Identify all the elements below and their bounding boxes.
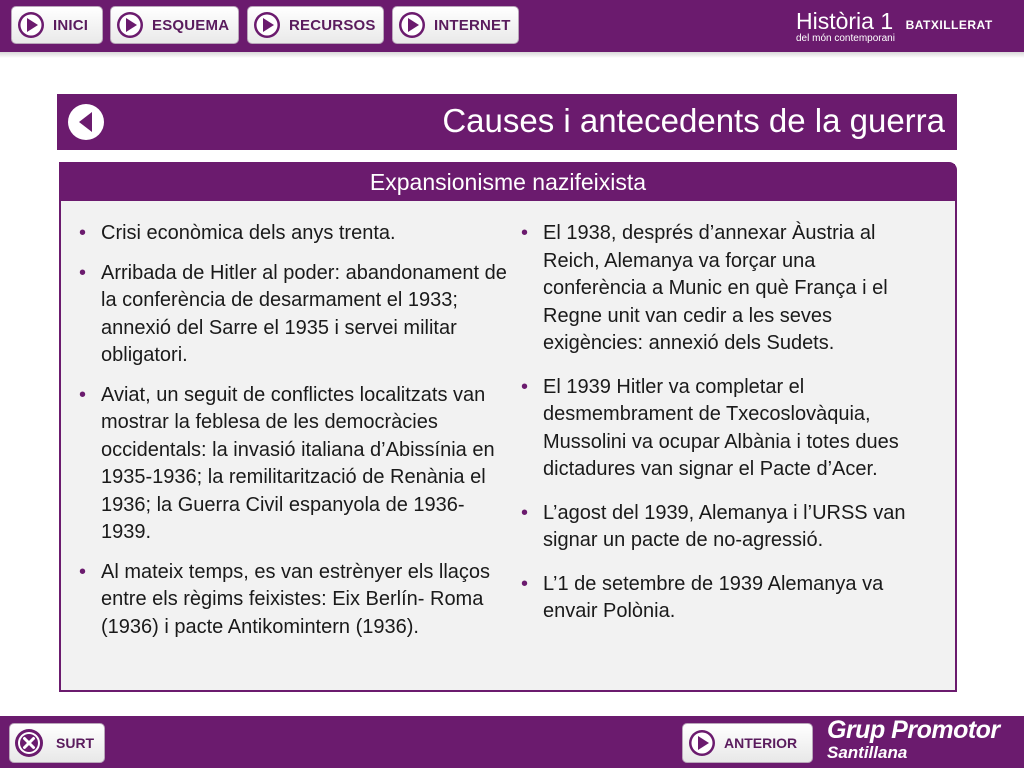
title-bar: [57, 94, 957, 150]
bullet-icon: •: [79, 560, 87, 583]
list-item-text: El 1938, després d’annexar Àustria al Reich, Alemanya va forçar una conferència a Munic en què França i el Regne unit van cedir a les seves exigències: annexió dels Sudets.: [543, 222, 888, 354]
page-title: Causes i antecedents de la guerra: [442, 102, 945, 139]
list-item: [521, 500, 921, 555]
list-item: [79, 220, 509, 248]
list-item: [79, 559, 509, 642]
nav-button-label: INTERNET: [434, 16, 511, 34]
nav-button-label: RECURSOS: [289, 16, 376, 34]
brand-block: [796, 9, 993, 45]
nav-button-inici[interactable]: [11, 6, 103, 44]
bullet-icon: •: [521, 222, 529, 244]
previous-button[interactable]: [682, 723, 813, 763]
list-item-text: Crisi econòmica dels anys trenta.: [101, 222, 396, 244]
play-icon: [398, 11, 426, 39]
logo-sub-text: Santillana: [827, 743, 908, 762]
bullet-icon: •: [79, 222, 87, 244]
bullet-icon: •: [79, 261, 87, 284]
list-item: [521, 220, 921, 358]
play-icon: [17, 11, 45, 39]
back-arrow-icon[interactable]: [67, 103, 105, 141]
exit-button[interactable]: [9, 723, 105, 763]
list-item: [79, 382, 509, 547]
list-item-text: Al mateix temps, es van estrènyer els llaços entre els règims feixistes: Eix Berlín- Roma (1936) i pacte Antikomintern (1936).: [101, 560, 491, 638]
publisher-logo: [827, 716, 1000, 762]
previous-button-label: ANTERIOR: [724, 735, 798, 751]
bullet-icon: •: [521, 375, 529, 398]
list-item: [521, 374, 921, 484]
brand-level: BATXILLERAT: [905, 18, 993, 32]
nav-button-label: ESQUEMA: [152, 16, 230, 34]
nav-button-label: INICI: [53, 16, 89, 34]
section-title: Expansionisme nazifeixista: [61, 164, 955, 201]
list-item: [521, 571, 921, 626]
left-column: [79, 220, 509, 653]
list-item-text: L’1 de setembre de 1939 Alemanya va envair Polònia.: [543, 572, 884, 622]
exit-button-label: SURT: [56, 735, 95, 751]
list-item: [79, 260, 509, 370]
play-icon: [253, 11, 281, 39]
brand-title: Història 1: [796, 8, 894, 34]
right-column: [521, 220, 921, 638]
list-item-text: Aviat, un seguit de conflictes localitzats van mostrar la feblesa de les democràcies occidentals: la invasió italiana d’Abissínia en 1935-1936; la remilitarització de Renània el 1936; la Guerra Civil espanyola de 1936-1939.: [101, 383, 495, 543]
list-item-text: Arribada de Hitler al poder: abandonament de la conferència de desarmament el 1933; annexió del Sarre el 1935 i servei militar obligatori.: [101, 261, 507, 366]
content-panel: [59, 162, 957, 692]
top-bar-shadow: [0, 52, 1024, 58]
close-icon: [14, 728, 44, 758]
brand-subtitle: del món contemporani: [796, 33, 895, 44]
nav-button-internet[interactable]: [392, 6, 519, 44]
logo-main-text: Grup Promotor: [827, 716, 1000, 744]
list-item-text: El 1939 Hitler va completar el desmembrament de Txecoslovàquia, Mussolini va ocupar Albània i totes dues dictadures van signar el Pacte d’Acer.: [543, 375, 899, 480]
bullet-icon: •: [79, 383, 87, 406]
list-item-text: L’agost del 1939, Alemanya i l’URSS van signar un pacte de no-agressió.: [543, 501, 906, 551]
nav-button-recursos[interactable]: [247, 6, 384, 44]
nav-button-esquema[interactable]: [110, 6, 239, 44]
play-icon: [688, 729, 716, 757]
bullet-icon: •: [521, 572, 529, 595]
bullet-icon: •: [521, 501, 529, 524]
play-icon: [116, 11, 144, 39]
